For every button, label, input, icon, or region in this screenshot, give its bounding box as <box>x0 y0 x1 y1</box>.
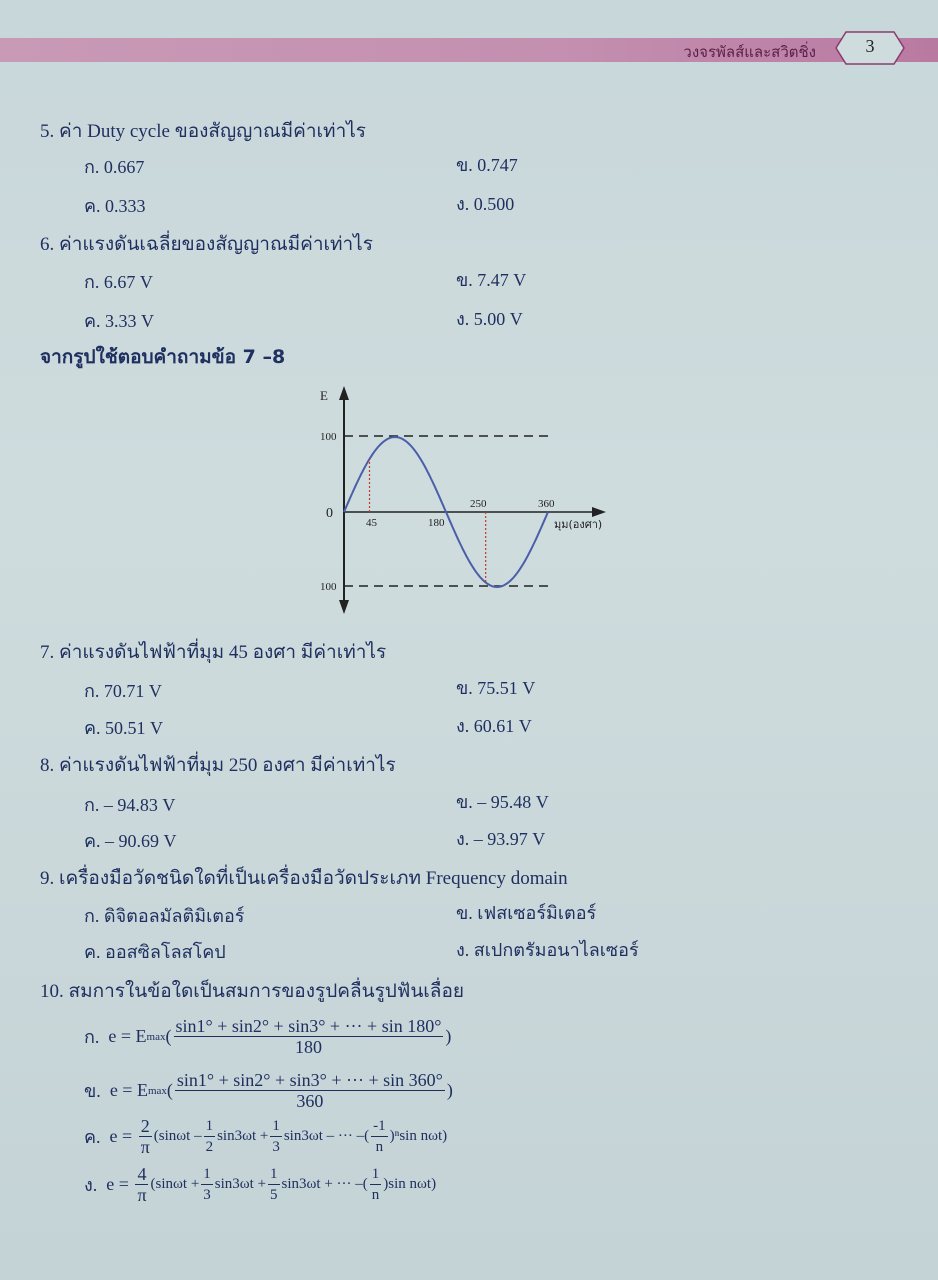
option-label: ค. <box>84 1127 101 1147</box>
y-zero-label: 0 <box>326 506 333 521</box>
q5-option-a: ก. 0.667 <box>84 157 145 177</box>
coefficient-fraction <box>139 1116 152 1157</box>
formula-term: )ⁿsin nωt) <box>389 1128 448 1144</box>
coefficient-fraction <box>135 1164 148 1205</box>
fraction-numerator: 1 <box>270 1116 282 1137</box>
fraction-numerator: 1 <box>204 1116 216 1137</box>
q10-option-c <box>84 1116 447 1157</box>
y-top-label: 100 <box>320 431 337 443</box>
fraction <box>270 1116 282 1157</box>
q9-option-d: ง. สเปกตรัมอนาไลเซอร์ <box>456 940 639 960</box>
q8-option-c: ค. – 90.69 V <box>84 831 177 851</box>
formula-term: sin3ωt + <box>214 1176 267 1192</box>
q6-option-b: ข. 7.47 V <box>456 270 527 290</box>
formula-term: )sin nωt) <box>383 1176 437 1192</box>
x-tick-250: 250 <box>470 498 487 510</box>
fraction-denominator: π <box>137 1185 147 1205</box>
fraction-denominator: π <box>140 1137 150 1157</box>
q5-option-d: ง. 0.500 <box>456 194 515 214</box>
formula-subscript: max <box>146 1030 166 1043</box>
x-tick-360: 360 <box>538 498 555 510</box>
fraction-numerator: 1 <box>268 1164 280 1185</box>
formula-term: (sinωt – <box>153 1128 202 1144</box>
page-number: 3 <box>865 36 875 56</box>
q6-option-d: ง. 5.00 V <box>456 309 523 329</box>
fraction-denominator: 5 <box>270 1187 278 1203</box>
fraction <box>371 1116 388 1157</box>
fraction-denominator: 360 <box>296 1091 324 1111</box>
question-8: 8. ค่าแรงดันไฟฟ้าที่มุม 250 องศา มีค่าเท่าไร <box>40 755 396 776</box>
q9-option-c: ค. ออสซิลโลสโคป <box>84 942 226 962</box>
fraction-denominator: 3 <box>272 1139 280 1155</box>
formula-lhs: e = E <box>108 1026 147 1046</box>
chapter-title: วงจรพัลส์และสวิตชิ่ง <box>683 43 816 61</box>
fraction <box>201 1164 213 1205</box>
x-tick-45: 45 <box>366 517 377 529</box>
fraction <box>268 1164 280 1205</box>
formula-term: sin3ωt + <box>217 1128 269 1144</box>
q6-option-c: ค. 3.33 V <box>84 311 155 331</box>
question-6: 6. ค่าแรงดันเฉลี่ยของสัญญาณมีค่าเท่าไร <box>40 234 373 255</box>
q10-option-a: ก. e = E max ( $\frac{\sin 1^\circ + \sin 2^\circ + \sin 3^\circ + \cdot\cdot\cdot + \sin 180^\circ}{180}$ ) <box>84 1016 452 1057</box>
q10-option-d <box>84 1164 436 1205</box>
question-9: 9. เครื่องมือวัดชนิดใดที่เป็นเครื่องมือวัดประเภท Frequency domain <box>40 868 568 889</box>
formula-term: sin3ωt – ··· –( <box>283 1128 370 1144</box>
formula-lhs: e = <box>106 1174 129 1194</box>
formula-lhs: e = <box>109 1126 133 1146</box>
y-axis-arrow-down <box>339 600 349 614</box>
q9-option-b: ข. เฟสเซอร์มิเตอร์ <box>456 903 597 923</box>
fraction-denominator: 2 <box>205 1139 214 1155</box>
q5-option-b: ข. 0.747 <box>456 155 518 175</box>
q8-option-a: ก. – 94.83 V <box>84 795 176 815</box>
q10-option-b: ข. e = E max ( $\frac{\sin 1^\circ + \sin 2^\circ + \sin 3^\circ + \cdot\cdot\cdot + \sin 360^\circ}{360}$ ) <box>84 1070 453 1111</box>
fraction-numerator: sin1° + sin2° + sin3° + ··· + sin 180° <box>175 1016 442 1036</box>
fraction <box>175 1070 445 1111</box>
formula-subscript: max <box>147 1084 167 1097</box>
question-7: 7. ค่าแรงดันไฟฟ้าที่มุม 45 องศา มีค่าเท่าไร <box>40 642 387 663</box>
option-label: ง. <box>84 1175 98 1195</box>
figure-heading: จากรูปใช้ตอบคำถามข้อ 7 –8 <box>40 346 286 368</box>
fraction-denominator: 3 <box>203 1187 211 1203</box>
formula-term: sin3ωt + ··· –( <box>281 1176 368 1192</box>
question-10: 10. สมการในข้อใดเป็นสมการของรูปคลื่นรูปฟันเลื่อย <box>40 981 464 1002</box>
q7-option-a: ก. 70.71 V <box>84 681 162 701</box>
fraction-numerator: 4 <box>137 1164 147 1184</box>
fraction-denominator: n <box>371 1187 380 1203</box>
q8-option-b: ข. – 95.48 V <box>456 792 549 812</box>
fraction-numerator: sin1° + sin2° + sin3° + ··· + sin 360° <box>176 1070 443 1090</box>
q7-option-b: ข. 75.51 V <box>456 678 536 698</box>
y-bottom-label: 100 <box>320 581 337 593</box>
y-axis-label: E <box>320 388 328 403</box>
fraction-denominator: 180 <box>294 1037 322 1057</box>
fraction-numerator: 2 <box>140 1116 150 1136</box>
fraction <box>370 1164 382 1205</box>
x-axis-label: มุม(องศา) <box>554 518 603 531</box>
formula-lhs: e = E <box>109 1080 148 1100</box>
q8-option-d: ง. – 93.97 V <box>456 829 546 849</box>
fraction <box>204 1116 216 1157</box>
q7-option-d: ง. 60.61 V <box>456 716 532 736</box>
fraction-denominator: n <box>375 1139 384 1155</box>
fraction-numerator: 1 <box>370 1164 382 1185</box>
question-5: 5. ค่า Duty cycle ของสัญญาณมีค่าเท่าไร <box>40 121 367 142</box>
sine-wave-figure <box>300 380 620 620</box>
q6-option-a: ก. 6.67 V <box>84 272 153 292</box>
fraction <box>174 1016 444 1057</box>
option-label: ข. <box>84 1081 101 1101</box>
formula-term: (sinωt + <box>150 1176 200 1192</box>
x-axis-arrow <box>592 507 606 517</box>
option-label: ก. <box>84 1027 100 1047</box>
q9-option-a: ก. ดิจิตอลมัลติมิเตอร์ <box>84 906 245 926</box>
fraction-numerator: 1 <box>201 1164 213 1185</box>
q7-option-c: ค. 50.51 V <box>84 718 164 738</box>
fraction-numerator: -1 <box>371 1116 388 1137</box>
y-axis-arrow-up <box>339 386 349 400</box>
x-tick-180: 180 <box>428 517 445 529</box>
q5-option-c: ค. 0.333 <box>84 196 146 216</box>
